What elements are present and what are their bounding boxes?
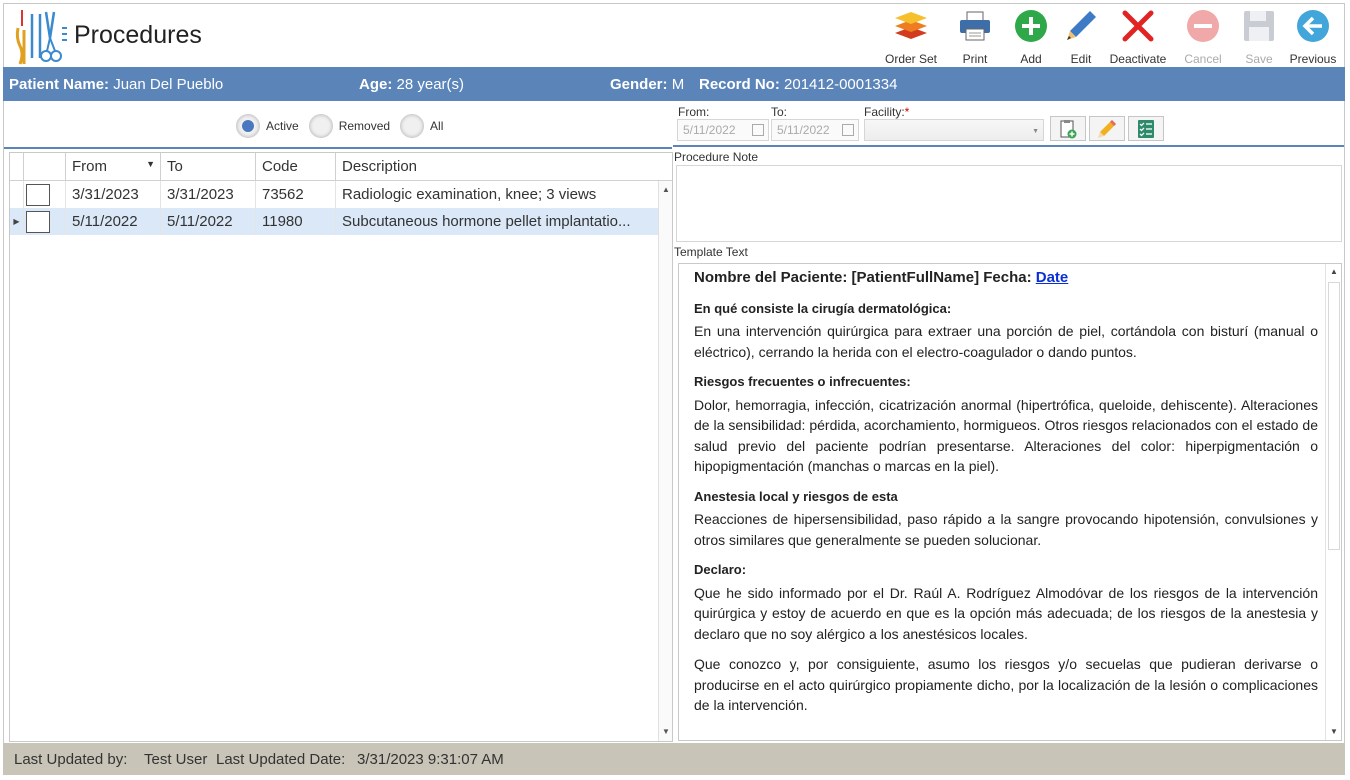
pencil-icon — [1064, 9, 1098, 43]
toolbar — [876, 7, 1342, 67]
updated-by-label: Last Updated by: — [14, 751, 128, 768]
checkbox-icon — [26, 211, 50, 233]
printer-icon — [958, 9, 992, 43]
cell-to: 5/11/2022 — [161, 208, 256, 235]
cell-code: 11980 — [256, 208, 336, 235]
row-checkbox[interactable] — [24, 181, 66, 208]
plus-circle-icon — [1014, 9, 1048, 43]
print-button[interactable]: Print — [946, 7, 1004, 67]
patient-gender: Gender: M — [610, 76, 685, 93]
patient-age: Age: 28 year(s) — [359, 76, 465, 93]
from-date-input[interactable]: 5/11/2022 — [677, 119, 769, 141]
x-mark-icon — [1121, 9, 1155, 43]
filter-all-radio[interactable]: All — [400, 114, 443, 138]
divider — [4, 147, 672, 149]
column-header-to[interactable]: To — [161, 153, 256, 180]
column-header-code[interactable]: Code — [256, 153, 336, 180]
order-set-button[interactable]: Order Set — [876, 7, 946, 67]
cell-code: 73562 — [256, 181, 336, 208]
column-header-description[interactable]: Description — [342, 158, 418, 175]
updated-date-label: Last Updated Date: — [216, 751, 346, 768]
closing-paragraph: Que conozco y, por consiguiente, asumo los riesgos y/o secuelas que pudieran derivarse o producirse en el acto quirúrgico propiamente dicho, por la localización de la lesión o complicaciones de la intervención. — [694, 656, 1318, 713]
from-label: From: — [678, 105, 710, 119]
scrollbar-thumb[interactable] — [1328, 282, 1340, 550]
cancel-button[interactable]: Cancel — [1172, 7, 1234, 67]
cell-to: 3/31/2023 — [161, 181, 256, 208]
sort-desc-icon: ▼ — [146, 159, 155, 169]
section-title: Declaro: — [694, 562, 747, 577]
table-row[interactable] — [10, 181, 672, 208]
scroll-down-icon[interactable]: ▼ — [662, 727, 670, 736]
deactivate-button[interactable]: Deactivate — [1104, 7, 1172, 67]
procedures-grid — [9, 152, 673, 742]
checkbox-header — [24, 153, 66, 180]
facility-select[interactable] — [864, 119, 1044, 141]
patient-name: Patient Name: Juan Del Pueblo — [9, 76, 224, 93]
row-indicator — [10, 181, 24, 208]
cell-from: 5/11/2022 — [66, 208, 161, 235]
cell-description: Radiologic examination, knee; 3 views — [342, 186, 597, 203]
scroll-up-icon[interactable]: ▲ — [1330, 267, 1338, 276]
status-bar — [3, 743, 1345, 775]
facility-label: Facility:* — [864, 105, 910, 119]
section-body: Dolor, hemorragia, infección, cicatrización anormal (hipertrófica, queloide, dehiscente). Alteraciones de la sensibilidad: pérdida, acorchamiento, hormigueos. Otros riesgos relacionados con el estado de salud previo del paciente podrían presentarse. Alteraciones del color: hiperpigmentación o hipopigmentación (manchas o marcas en la piel). — [694, 396, 1318, 474]
scroll-down-icon[interactable]: ▼ — [1330, 727, 1338, 736]
arrow-left-circle-icon — [1296, 9, 1330, 43]
to-label: To: — [771, 105, 788, 119]
section-body: En una intervención quirúrgica para extraer una porción de piel, cortándola con bisturí (manual o eléctrico), cerrando la herida con el electro-coagulador o dando puntos. — [694, 323, 1318, 360]
scroll-up-icon[interactable]: ▲ — [662, 185, 670, 194]
new-document-button[interactable] — [1050, 116, 1086, 141]
clipboard-add-icon — [1058, 119, 1078, 139]
edit-button[interactable]: Edit — [1058, 7, 1104, 67]
table-row-selected[interactable] — [10, 208, 672, 235]
grid-scrollbar[interactable] — [658, 181, 672, 741]
layers-icon — [894, 9, 928, 43]
record-number: Record No: 201412-0001334 — [699, 76, 898, 93]
procedures-list-panel — [3, 101, 673, 743]
calendar-icon[interactable] — [842, 124, 854, 136]
surgical-instruments-icon — [12, 8, 72, 66]
updated-by-value: Test User — [144, 751, 208, 768]
add-button[interactable]: Add — [1004, 7, 1058, 67]
grid-header — [10, 153, 672, 181]
filter-active-radio[interactable]: Active — [236, 114, 299, 138]
radio-checked-icon — [236, 114, 260, 138]
edit-note-button[interactable] — [1089, 116, 1125, 141]
minus-circle-icon — [1186, 9, 1220, 43]
previous-button[interactable]: Previous — [1284, 7, 1342, 67]
calendar-icon[interactable] — [752, 124, 764, 136]
section-body: Que he sido informado por el Dr. Raúl A. Rodríguez Almodóvar de los riesgos de la intervención quirúrgica y estoy de acuerdo en que es la opción más adecuada; de los riesgos de la anestesia y declaro que no soy alérgico a los anestésicos locales. — [694, 584, 1318, 642]
filter-removed-radio[interactable]: Removed — [309, 114, 390, 138]
save-button[interactable]: Save — [1234, 7, 1284, 67]
procedure-note-label: Procedure Note — [674, 150, 759, 164]
cell-from: 3/31/2023 — [66, 181, 161, 208]
procedure-detail-panel — [673, 101, 1345, 743]
section-title: Riesgos frecuentes o infrecuentes: — [694, 374, 911, 389]
radio-unchecked-icon — [309, 114, 333, 138]
row-indicator-header — [10, 153, 24, 180]
section-body: Reacciones de hipersensibilidad, paso rápido a la sangre provocando hipotensión, convulsiones y otros similares que generalmente se pueden solucionar. — [694, 511, 1318, 548]
section-title: En qué consiste la cirugía dermatológica: — [694, 300, 952, 316]
checklist-button[interactable] — [1128, 116, 1164, 141]
radio-unchecked-icon — [400, 114, 424, 138]
pencil-icon — [1097, 119, 1117, 139]
patient-info-bar — [3, 67, 1345, 101]
dropdown-caret-icon: ▼ — [1032, 128, 1039, 135]
section-title: Anestesia local y riesgos de esta — [694, 488, 898, 504]
template-text-editor[interactable] — [678, 263, 1342, 741]
updated-date-value: 3/31/2023 9:31:07 AM — [357, 751, 504, 768]
column-header-from[interactable]: From ▼ — [66, 153, 161, 180]
template-text-content — [694, 268, 1318, 726]
to-date-input[interactable]: 5/11/2022 — [771, 119, 859, 141]
page-title: Procedures — [74, 21, 202, 49]
status-filter — [236, 114, 453, 138]
date-field-link[interactable]: Date — [1035, 269, 1069, 286]
checklist-icon — [1136, 119, 1156, 139]
template-heading: Nombre del Paciente: [PatientFullName] Fecha: Date — [694, 269, 1069, 286]
cell-description: Subcutaneous hormone pellet implantatio... — [342, 213, 631, 230]
template-text-label: Template Text — [674, 245, 748, 259]
checkbox-icon — [26, 184, 50, 206]
divider — [673, 145, 1344, 147]
current-row-arrow-icon: ▶ — [10, 208, 24, 235]
floppy-disk-icon — [1242, 9, 1276, 43]
procedure-note-textarea[interactable] — [676, 165, 1342, 242]
template-scrollbar[interactable] — [1325, 264, 1341, 740]
title-bar — [3, 3, 1345, 67]
row-checkbox[interactable] — [24, 208, 66, 235]
